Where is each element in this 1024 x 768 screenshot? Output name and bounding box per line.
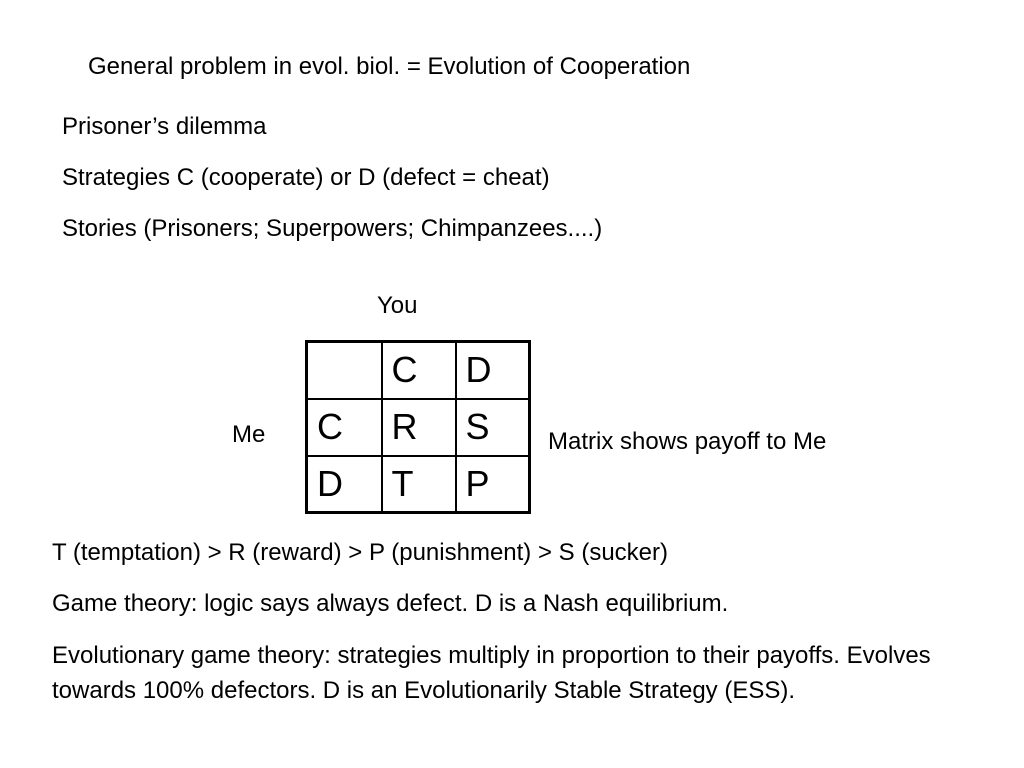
matrix-header-cell: D: [456, 342, 530, 399]
payoff-matrix: [305, 340, 531, 514]
intro-line-prisoners-dilemma: Prisoner’s dilemma: [62, 113, 267, 140]
matrix-caption: Matrix shows payoff to Me: [548, 428, 827, 455]
matrix-column-label: You: [377, 292, 418, 319]
game-theory-text: Game theory: logic says always defect. D is a Nash equilibrium.: [52, 590, 729, 617]
matrix-header-cell: C: [382, 342, 456, 399]
matrix-row-header-cell: C: [307, 399, 382, 456]
matrix-row: [307, 456, 530, 513]
evolutionary-game-theory-text: Evolutionary game theory: strategies multiply in proportion to their payoffs. Evolves towards 100% defectors. D is an Evolutionarily Stable Strategy (ESS).: [52, 642, 931, 704]
matrix-cell: P: [456, 456, 530, 513]
matrix-cell: R: [382, 399, 456, 456]
matrix-corner-cell: [307, 342, 382, 399]
intro-line-strategies: Strategies C (cooperate) or D (defect = cheat): [62, 164, 550, 191]
matrix-header-row: [307, 342, 530, 399]
slide-title: General problem in evol. biol. = Evolution of Cooperation: [88, 53, 691, 80]
matrix-row-header-cell: D: [307, 456, 382, 513]
intro-line-stories: Stories (Prisoners; Superpowers; Chimpanzees....): [62, 215, 603, 242]
matrix-cell: T: [382, 456, 456, 513]
payoff-ordering-text: T (temptation) > R (reward) > P (punishment) > S (sucker): [52, 539, 668, 566]
matrix-row: [307, 399, 530, 456]
matrix-cell: S: [456, 399, 530, 456]
matrix-row-label: Me: [232, 421, 266, 448]
